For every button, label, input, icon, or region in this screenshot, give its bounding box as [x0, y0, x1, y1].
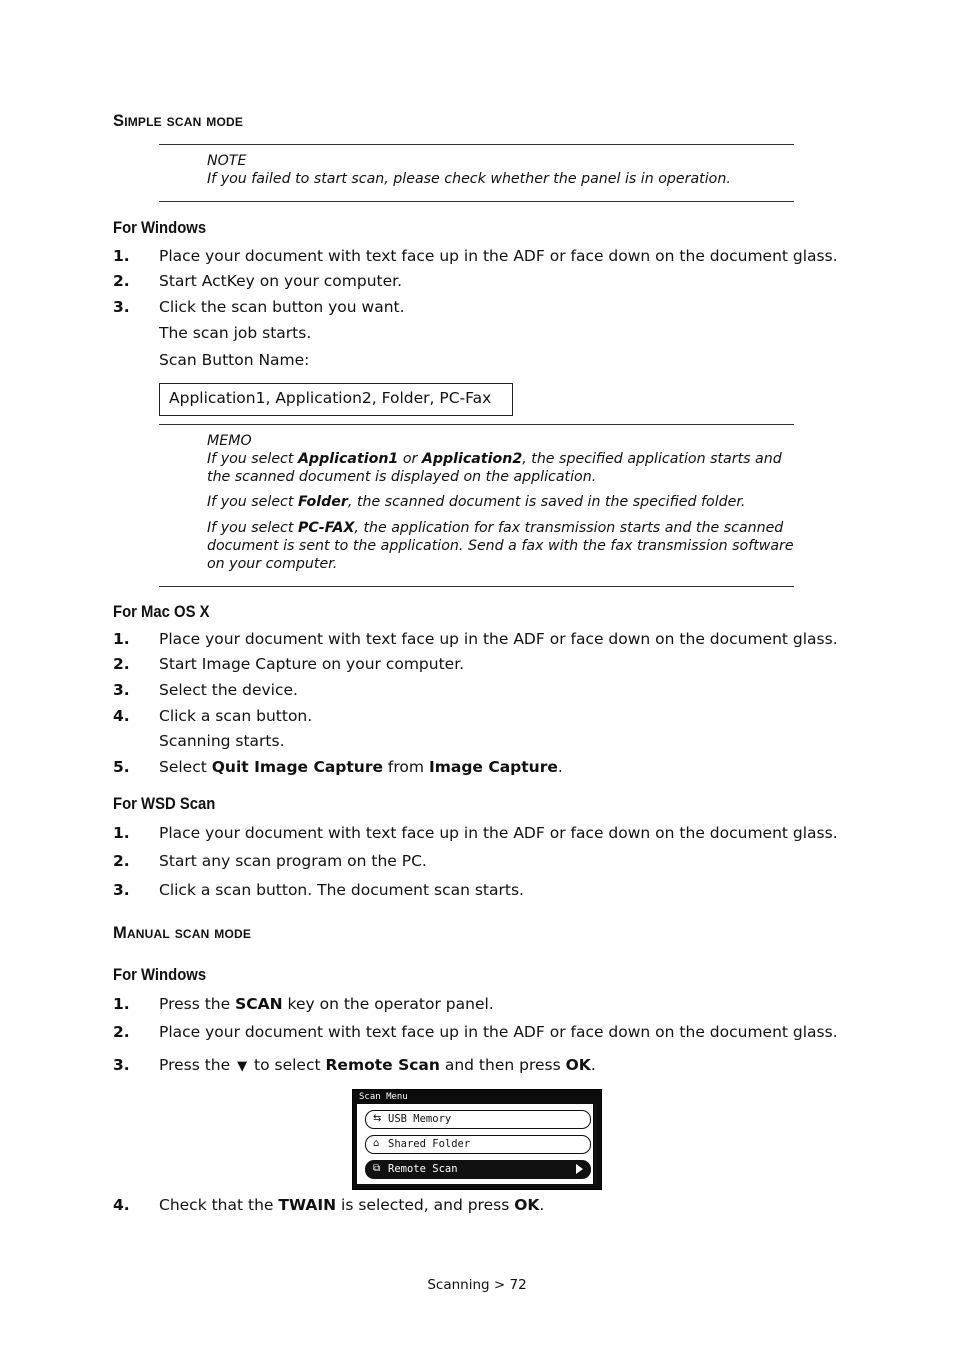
- scan-button-names-box: [159, 383, 513, 416]
- memo-bottom-rule: [159, 586, 794, 587]
- menu-item-label: Remote Scan: [388, 1163, 458, 1175]
- step-number: 2.: [113, 852, 130, 870]
- memo-label: MEMO: [207, 433, 252, 449]
- step-number: 5.: [113, 758, 130, 776]
- step-number: 1.: [113, 995, 130, 1013]
- usb-icon: ⇆: [373, 1113, 382, 1124]
- step-text: Check that the TWAIN is selected, and press OK.: [159, 1196, 545, 1214]
- panel-menu: [357, 1104, 593, 1184]
- step-text: Press the SCAN key on the operator panel.: [159, 995, 494, 1013]
- operator-panel-screen: [352, 1089, 602, 1190]
- panel-scrollbar[interactable]: [594, 1104, 597, 1184]
- section-title-simple-scan: Simple scan mode: [113, 112, 244, 130]
- step-text: Place your document with text face up in the ADF or face down on the document glass.: [159, 1023, 838, 1041]
- note-bottom-rule: [159, 201, 794, 202]
- step-text: Place your document with text face up in the ADF or face down on the document glass.: [159, 824, 838, 842]
- step-text: Place your document with text face up in the ADF or face down on the document glass.: [159, 247, 838, 265]
- scan-button-name-label: Scan Button Name:: [159, 351, 310, 369]
- step-number: 1.: [113, 824, 130, 842]
- heading-for-windows-manual: For Windows: [113, 966, 207, 984]
- memo-paragraph-3: If you select PC-FAX, the application for fax transmission starts and the scanned document is sent to the application. Send a fax with the fax transmission software on your computer.: [207, 520, 794, 572]
- menu-item-shared-folder[interactable]: [365, 1135, 591, 1154]
- note-text: If you failed to start scan, please check whether the panel is in operation.: [207, 171, 731, 187]
- memo-top-rule: [159, 424, 794, 425]
- step-text: Click a scan button. The document scan starts.: [159, 881, 524, 899]
- section-title-manual-scan: Manual scan mode: [113, 924, 252, 942]
- step-number: 3.: [113, 681, 130, 699]
- menu-item-remote-scan[interactable]: [365, 1160, 591, 1179]
- heading-for-wsd: For WSD Scan: [113, 795, 216, 813]
- step-number: 2.: [113, 272, 130, 290]
- step-number: 1.: [113, 630, 130, 648]
- step-number: 3.: [113, 881, 130, 899]
- step-text: Place your document with text face up in the ADF or face down on the document glass.: [159, 630, 838, 648]
- memo-paragraph-1: If you select Application1 or Application2, the specified application starts and the scanned document is displayed on the application.: [207, 451, 782, 485]
- step-number: 2.: [113, 655, 130, 673]
- chevron-right-icon: [576, 1164, 583, 1174]
- menu-item-usb-memory[interactable]: [365, 1110, 591, 1129]
- step-text: Select the device.: [159, 681, 298, 699]
- memo-paragraph-2: If you select Folder, the scanned document is saved in the specified folder.: [207, 494, 746, 510]
- page-footer: Scanning > 72: [427, 1277, 527, 1293]
- step-text: Start Image Capture on your computer.: [159, 655, 465, 673]
- down-arrow-icon: ▼: [237, 1059, 248, 1074]
- step-number: 4.: [113, 707, 130, 725]
- remote-scan-icon: ⧉: [373, 1163, 381, 1174]
- step-number: 3.: [113, 298, 130, 316]
- panel-title: Scan Menu: [359, 1092, 408, 1102]
- heading-for-windows: For Windows: [113, 219, 207, 237]
- scan-button-names: Application1, Application2, Folder, PC-Fax: [169, 389, 492, 407]
- step-text: Click a scan button.: [159, 707, 313, 725]
- step-result-text: Scanning starts.: [159, 732, 285, 750]
- step-text: Start ActKey on your computer.: [159, 272, 403, 290]
- heading-for-mac: For Mac OS X: [113, 603, 210, 621]
- step-number: 3.: [113, 1056, 130, 1074]
- note-label: NOTE: [207, 153, 247, 169]
- step-number: 4.: [113, 1196, 130, 1214]
- note-top-rule: [159, 144, 794, 145]
- step-text: Click the scan button you want.: [159, 298, 405, 316]
- step-result-text: The scan job starts.: [159, 324, 312, 342]
- step-text: Press the ▼ to select Remote Scan and then press OK.: [159, 1056, 596, 1074]
- folder-icon: ⌂: [373, 1138, 380, 1149]
- step-number: 1.: [113, 247, 130, 265]
- menu-item-label: Shared Folder: [388, 1138, 471, 1150]
- step-number: 2.: [113, 1023, 130, 1041]
- menu-item-label: USB Memory: [388, 1113, 452, 1125]
- step-text: Select Quit Image Capture from Image Capture.: [159, 758, 563, 776]
- step-text: Start any scan program on the PC.: [159, 852, 427, 870]
